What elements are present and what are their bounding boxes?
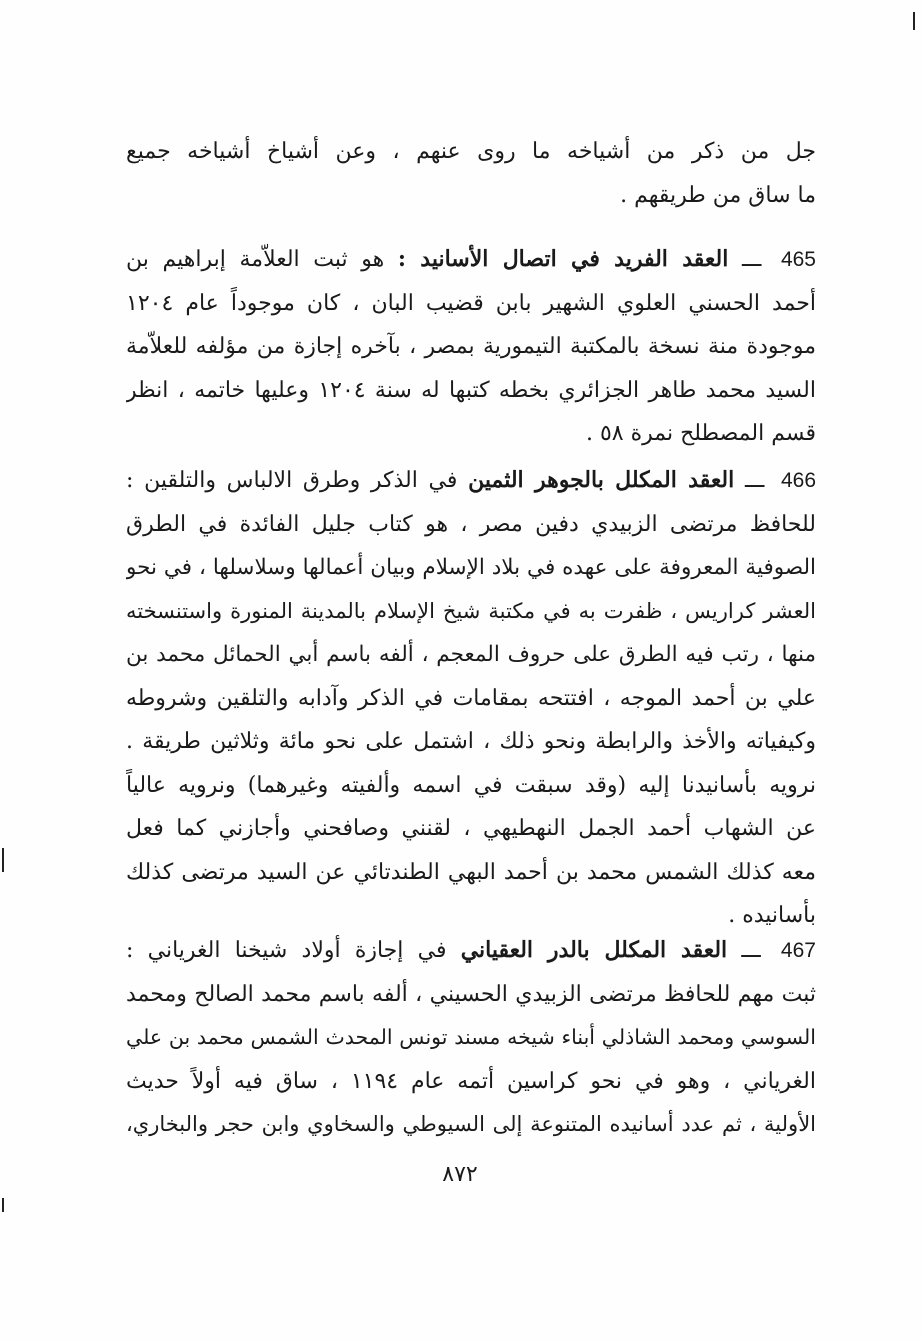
text-line: الغرياني ، وهو في نحو كراسين أتمه عام ١١٩٤ ، ساق فيه أولاً حديث: [126, 1068, 816, 1094]
page-number: ٨٧٢: [442, 1162, 478, 1187]
entry-first-line-rest: في الذكر وطرق الالباس والتلقين :: [126, 468, 458, 493]
entry-title: العقد الفريد في اتصال الأسانيد :: [397, 246, 729, 272]
text-line: أحمد الحسني العلوي الشهير بابن قضيب البان ، كان موجوداً عام ١٢٠٤: [126, 290, 816, 316]
entry-number: 467: [780, 939, 816, 962]
text-line: الأولية ، ثم عدد أسانيده المتنوعة إلى السيوطي والسخاوي وابن حجر والبخاري،: [126, 1112, 816, 1136]
text-line: بأسانيده .: [728, 903, 816, 928]
text-line: العشر كراريس ، ظفرت به في مكتبة شيخ الإسلام بالمدينة المنورة واستنسخته: [126, 598, 816, 623]
intro-paragraph: [126, 130, 816, 217]
text-line: معه كذلك الشمس محمد بن أحمد البهي الطندتائي عن السيد مرتضى كذلك: [126, 859, 816, 885]
entry-number: 466: [780, 469, 816, 492]
entry-title: العقد المكلل بالدر العقياني: [460, 937, 728, 963]
text-line: السيد محمد طاهر الجزائري بخطه كتبها له سنة ١٢٠٤ وعليها خاتمه ، انظر: [126, 377, 816, 403]
text-line: للحافظ مرتضى الزبيدي دفين مصر ، هو كتاب جليل الفائدة في الطرق: [126, 511, 816, 537]
entry-first-line-rest: هو ثبت العلاّمة إبراهيم بن: [126, 247, 385, 272]
scan-mark: [2, 848, 4, 872]
entry-first-line: [126, 929, 816, 973]
entry-465: [126, 238, 816, 456]
entry-467: [126, 929, 816, 1147]
text-line: وكيفياته والأخذ والرابطة ونحو ذلك ، اشتمل على نحو مائة وثلاثين طريقة .: [126, 729, 816, 754]
text-line: موجودة منة نسخة بالمكتبة التيمورية بمصر ، بآخره إجازة من مؤلفه للعلاّمة: [126, 334, 816, 359]
text-line: منها ، رتب فيه الطرق على حروف المعجم ، ألفه باسم أبي الحمائل محمد بن: [126, 642, 816, 667]
entry-title: العقد المكلل بالجوهر الثمين: [468, 467, 735, 493]
entry-first-line: [126, 238, 816, 282]
entry-number: 465: [780, 248, 816, 271]
text-line: عن الشهاب أحمد الجمل النهطيهي ، لقنني وصافحني وأجازني كما فعل: [126, 816, 816, 841]
text-line: جل من ذكر من أشياخه ما روى عنهم ، وعن أشياخ أشياخه جميع: [126, 139, 816, 164]
text-line: علي بن أحمد الموجه ، افتتحه بمقامات في الذكر وآدابه والتلقين وشروطه: [126, 685, 816, 711]
entry-466: [126, 459, 816, 938]
text-line: نرويه بأسانيدنا إليه (وقد سبقت في اسمه وألفيته وغيرهما) ونرويه عالياً: [126, 772, 816, 798]
text-line: السوسي ومحمد الشاذلي أبناء شيخه مسند تونس المحدث الشمس محمد بن علي: [126, 1025, 816, 1049]
text-line: الصوفية المعروفة على عهده في بلاد الإسلام وبيان أعمالها وسلاسلها ، في نحو: [126, 555, 816, 580]
entry-dash: ـــ: [741, 247, 762, 272]
text-line: قسم المصطلح نمرة ٥٨ .: [585, 421, 816, 446]
text-line: ما ساق من طريقهم .: [620, 182, 816, 208]
scan-mark: [2, 1198, 4, 1212]
scan-mark: [913, 12, 915, 30]
entry-dash: ـــ: [744, 468, 765, 493]
entry-first-line: [126, 459, 816, 503]
text-line: ثبت مهم للحافظ مرتضى الزبيدي الحسيني ، ألفه باسم محمد الصالح ومحمد: [126, 981, 816, 1007]
entry-dash: ـــ: [741, 938, 761, 963]
entry-first-line-rest: في إجازة أولاد شيخنا الغرياني :: [126, 938, 447, 963]
